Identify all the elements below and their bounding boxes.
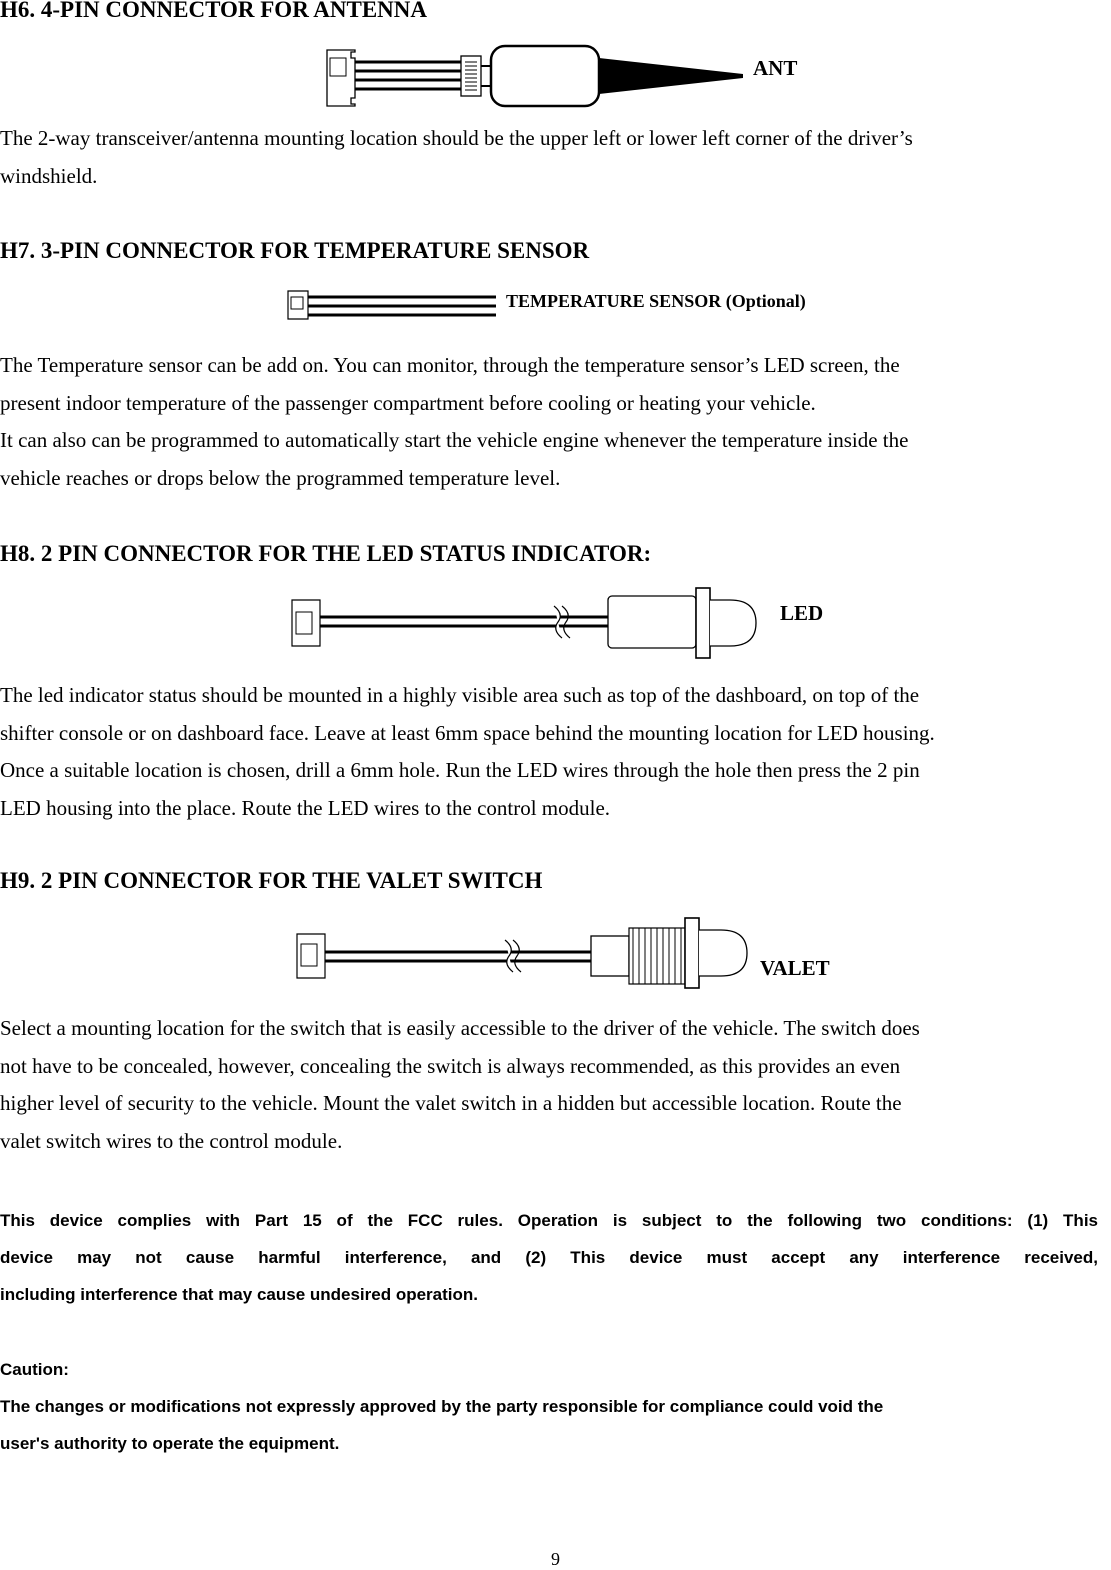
- page-number: 9: [551, 1549, 560, 1569]
- valet-switch-diagram: [295, 914, 750, 990]
- heading-h6: H6. 4-PIN CONNECTOR FOR ANTENNA: [0, 0, 428, 22]
- paragraph-h6: [0, 120, 1108, 195]
- paragraph-line: The 2-way transceiver/antenna mounting location should be the upper left or lower left corner of the driver’s: [0, 126, 913, 150]
- paragraph-line: windshield.: [0, 163, 98, 188]
- paragraph-line: vehicle reaches or drops below the programmed temperature level.: [0, 465, 561, 490]
- heading-h8: H8. 2 PIN CONNECTOR FOR THE LED STATUS INDICATOR:: [0, 541, 652, 566]
- temperature-sensor-connector-diagram: [286, 289, 498, 321]
- caution-block: [0, 1351, 1098, 1462]
- fcc-line: including interference that may cause undesired operation.: [0, 1285, 479, 1304]
- paragraph-h8: [0, 677, 1108, 827]
- caution-line: user's authority to operate the equipment.: [0, 1434, 340, 1453]
- paragraph-h9: [0, 1010, 1108, 1160]
- temperature-sensor-label: TEMPERATURE SENSOR (Optional): [506, 291, 806, 311]
- antenna-connector-diagram: [325, 44, 745, 108]
- led-label: LED: [780, 601, 824, 625]
- antenna-label: ANT: [753, 56, 798, 80]
- paragraph-line: LED housing into the place. Route the LED wires to the control module.: [0, 795, 611, 820]
- paragraph-line: It can also can be programmed to automatically start the vehicle engine whenever the temperature inside the: [0, 428, 909, 452]
- paragraph-line: present indoor temperature of the passenger compartment before cooling or heating your vehicle.: [0, 390, 816, 415]
- valet-label: VALET: [760, 956, 830, 980]
- fcc-statement: [0, 1202, 1098, 1313]
- fcc-line: device may not cause harmful interference, and (2) This device must accept any interference received,: [0, 1248, 1098, 1267]
- caution-line: The changes or modifications not expressly approved by the party responsible for compliance could void the: [0, 1397, 884, 1416]
- paragraph-line: not have to be concealed, however, concealing the switch is always recommended, as this provides an even: [0, 1053, 901, 1078]
- heading-h9: H9. 2 PIN CONNECTOR FOR THE VALET SWITCH: [0, 868, 543, 893]
- paragraph-line: The led indicator status should be mounted in a highly visible area such as top of the dashboard, on top of the: [0, 683, 920, 707]
- paragraph-h7: [0, 347, 1108, 497]
- caution-title: Caution:: [0, 1360, 69, 1379]
- paragraph-line: valet switch wires to the control module.: [0, 1128, 343, 1153]
- paragraph-line: The Temperature sensor can be add on. You can monitor, through the temperature sensor’s LED screen, the: [0, 353, 900, 377]
- paragraph-line: shifter console or on dashboard face. Leave at least 6mm space behind the mounting location for LED housing.: [0, 720, 935, 745]
- paragraph-line: higher level of security to the vehicle. Mount the valet switch in a hidden but accessible location. Route the: [0, 1091, 902, 1115]
- paragraph-line: Select a mounting location for the switch that is easily accessible to the driver of the vehicle. The switch does: [0, 1016, 920, 1040]
- heading-h7: H7. 3-PIN CONNECTOR FOR TEMPERATURE SENSOR: [0, 238, 590, 263]
- fcc-line: This device complies with Part 15 of the FCC rules. Operation is subject to the following two conditions: (1) This: [0, 1211, 1098, 1230]
- paragraph-line: Once a suitable location is chosen, drill a 6mm hole. Run the LED wires through the hole then press the 2 pin: [0, 758, 920, 782]
- led-indicator-diagram: [290, 586, 760, 662]
